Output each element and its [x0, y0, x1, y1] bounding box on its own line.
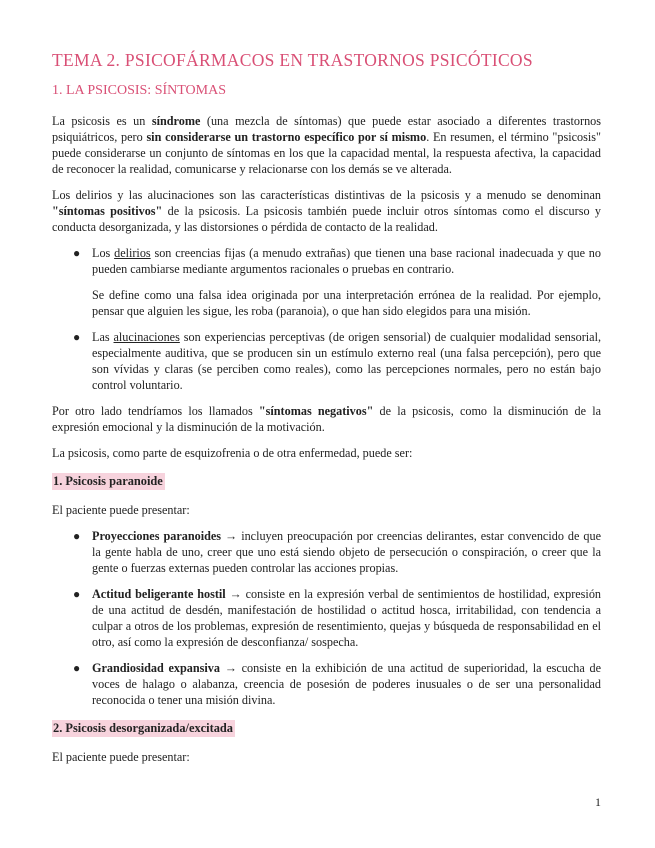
symptom-list: [52, 245, 601, 393]
bullet-icon: ●: [73, 587, 81, 601]
paragraph-patient-intro: El paciente puede presentar:: [52, 503, 190, 517]
subsection-heading-paranoide: 1. Psicosis paranoide: [53, 474, 163, 488]
subsection-heading-desorganizada: 2. Psicosis desorganizada/excitada: [53, 721, 234, 735]
bullet-icon: ●: [73, 661, 81, 675]
list-item: ● Las alucinaciones son experiencias perceptivas (de origen sensorial) de cualquier modalidad sensorial, especialmente auditiva, que se producen sin un estímulo externo real (una falsa percepción), pero que son vívidas y claras (se perciben como reales), como las percepciones normales, pero no están bajo control voluntario.: [73, 330, 601, 392]
list-item: ● Actitud beligerante hostil → consiste en la expresión verbal de sentimientos de hostilidad, expresión de una actitud de desdén, manifestación de hostilidad o actitud hosca, irritabilidad, con tendencia a culpar a otros de los problemas, expresión de resentimiento, quejas y búsqueda de responsabilidad en el otro, así como la expresión de desconfianza/ sospecha.: [73, 587, 602, 649]
list-item: ● Grandiosidad expansiva → consiste en la exhibición de una actitud de superioridad, la escucha de voces de halago o alabanza, creencia de posesión de poderes inusuales o de ser una personalidad reconocida o tener una misión divina.: [73, 661, 601, 707]
paragraph-patient-intro-2: El paciente puede presentar:: [52, 750, 190, 764]
list-item: ● Los delirios son creencias fijas (a menudo extrañas) que tienen una base racional inadecuada y que no pueden cambiarse mediante argumentos racionales o pruebas en contrario. Se define como una falsa idea originada por una interpretación errónea de la realidad. Por ejemplo, pensar que alguien les sigue, les roba (paranoia), o que han sido elegidos para una misión.: [73, 246, 601, 318]
bullet-icon: ●: [73, 330, 81, 344]
list-item: ● Proyecciones paranoides → incluyen preocupación por creencias delirantes, estar convencido de que la gente habla de uno, creer que uno está siendo objeto de persecución o conspiración, o creer que la gente o fuerzas externas pueden controlar las acciones propias.: [73, 529, 601, 575]
page-title: TEMA 2. PSICOFÁRMACOS EN TRASTORNOS PSICÓTICOS: [52, 50, 533, 70]
paranoid-symptom-list: [52, 528, 601, 708]
paragraph-positive-symptoms: Los delirios y las alucinaciones son las características distintivas de la psicosis y a menudo se denominan "síntomas positivos" de la psicosis. La psicosis también puede incluir otros síntomas como el discurso y conducta desorganizada, y las distorsiones o pérdida de contacto de la realidad.: [52, 188, 601, 234]
bullet-icon: ●: [73, 246, 81, 260]
paragraph-negative-symptoms: Por otro lado tendríamos los llamados "síntomas negativos" de la psicosis, como la disminución de la expresión emocional y la disminución de la motivación.: [52, 404, 601, 434]
bullet-icon: ●: [73, 529, 81, 543]
section-heading: 1. LA PSICOSIS: SÍNTOMAS: [52, 83, 227, 98]
page-number: 1: [595, 795, 601, 809]
paragraph-psicosis-definition: La psicosis es un síndrome (una mezcla de síntomas) que puede estar asociado a diferentes trastornos psiquiátricos, pero sin considerarse un trastorno específico por sí mismo. En resumen, el término "psicosis" puede considerarse un conjunto de síntomas en los que la capacidad mental, la respuesta afectiva, la capacidad de reconocer la realidad, comunicarse y relacionarse con los demás se ve alterada.: [52, 114, 601, 176]
paragraph-psicosis-types-intro: La psicosis, como parte de esquizofrenia o de otra enfermedad, puede ser:: [52, 446, 413, 460]
